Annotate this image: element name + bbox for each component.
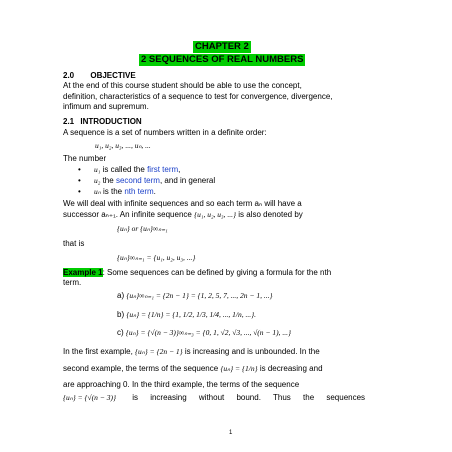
closing-line	[63, 347, 320, 358]
section-number: 2.0	[63, 71, 75, 80]
term-bullet	[63, 187, 156, 198]
term-highlight: first term	[147, 165, 179, 174]
number-label: The number	[63, 154, 107, 163]
example-item	[117, 291, 273, 302]
math-inline: {uₙ} = {2n − 1}	[135, 347, 183, 356]
closing-line	[63, 393, 365, 404]
example-label: Example 1	[63, 268, 103, 277]
term-bullet	[63, 165, 180, 176]
term-text: .	[153, 187, 156, 196]
notation-formula: {uₙ} or {uₙ}∞ₙ₌₁	[117, 224, 168, 233]
example-intro	[63, 268, 331, 279]
item-label: c)	[117, 328, 124, 337]
objective-paragraph	[63, 81, 332, 113]
math-inline: {u₁, u₂, u₃, ...}	[194, 210, 237, 219]
objective-line: At the end of this course student should be able to use the concept,	[63, 81, 302, 90]
section-number: 2.1	[63, 117, 75, 126]
chapter-title: CHAPTER 2	[195, 41, 249, 52]
infinite-sequence-line: We will deal with infinite sequences and so each term aₙ will have a	[63, 199, 302, 208]
math-inline: {uₙ} = {√(n − 3)}	[63, 393, 116, 402]
bullet-dot: •	[78, 165, 81, 174]
closing-line	[63, 364, 323, 375]
math-inline: {uₙ} = {1/n}	[220, 364, 258, 373]
item-formula: {uₙ} = {1/n} = {1, 1/2, 1/3, 1/4, ..., 1/n, ...}.	[126, 310, 257, 319]
definition-line: A sequence is a set of numbers written in a definite order:	[63, 128, 267, 137]
page-number: 1	[229, 430, 233, 436]
example-item	[117, 328, 291, 339]
section-heading-objective	[63, 71, 136, 80]
section-title: OBJECTIVE	[90, 71, 136, 80]
text-run: In the first example,	[63, 347, 133, 356]
term-text: is the	[100, 187, 125, 196]
term-text: , and in general	[159, 176, 216, 185]
item-formula: {uₙ}∞ₙ₌₁ = {2n − 1} = {1, 2, 5, 7, ..., 2n − 1, ...}	[126, 291, 273, 300]
item-label: b)	[117, 310, 125, 319]
bullet-dot: •	[78, 176, 81, 185]
term-text: is called the	[100, 165, 148, 174]
term-highlight: second term	[115, 176, 160, 185]
term-symbol: uₙ	[94, 187, 101, 196]
that-is-formula: {uₙ}∞ₙ₌₁ = {u₁, u₂, u₃, ...}	[117, 253, 196, 262]
term-text: the	[100, 176, 116, 185]
example-intro-cont: term.	[63, 278, 82, 287]
infinite-sequence-line	[63, 210, 303, 221]
objective-line: definition, characteristics of a sequence to test for convergence, divergence,	[63, 91, 333, 101]
text-run: is decreasing and	[259, 364, 323, 373]
bullet-dot: •	[78, 187, 81, 196]
closing-line: are approaching 0. In the third example, the terms of the sequence	[63, 380, 300, 389]
term-bullet	[63, 176, 215, 187]
term-symbol: u₁	[94, 165, 101, 174]
item-formula: {uₙ} = {√(n − 3)}∞ₙ₌₃ = {0, 1, √2, √3, ..., √(n − 1), ...}	[125, 328, 291, 337]
text-run: : Some sequences can be defined by giving a formula for the nth	[102, 268, 332, 277]
that-is-label: that is	[63, 239, 85, 248]
term-highlight: nth term	[124, 187, 154, 196]
text-run: is also denoted by	[238, 210, 303, 219]
text-run: successor aₙ₊₁. An infinite sequence	[63, 210, 192, 219]
section-title: INTRODUCTION	[80, 117, 142, 126]
text-run: is increasing and is unbounded. In the	[184, 347, 320, 356]
chapter-subtitle: 2 SEQUENCES OF REAL NUMBERS	[141, 54, 304, 65]
objective-line: infimum and supremum.	[63, 102, 149, 111]
sequence-formula: u₁, u₂, u₃, ..., uₙ, ...	[95, 141, 151, 150]
item-label: a)	[117, 291, 125, 300]
text-run: second example, the terms of the sequence	[63, 364, 219, 373]
term-symbol: u₂	[94, 176, 101, 185]
example-item	[117, 310, 256, 321]
section-heading-introduction	[63, 117, 142, 126]
term-text: ,	[178, 165, 181, 174]
text-run: is increasing without bound. Thus the sequences	[132, 393, 366, 402]
